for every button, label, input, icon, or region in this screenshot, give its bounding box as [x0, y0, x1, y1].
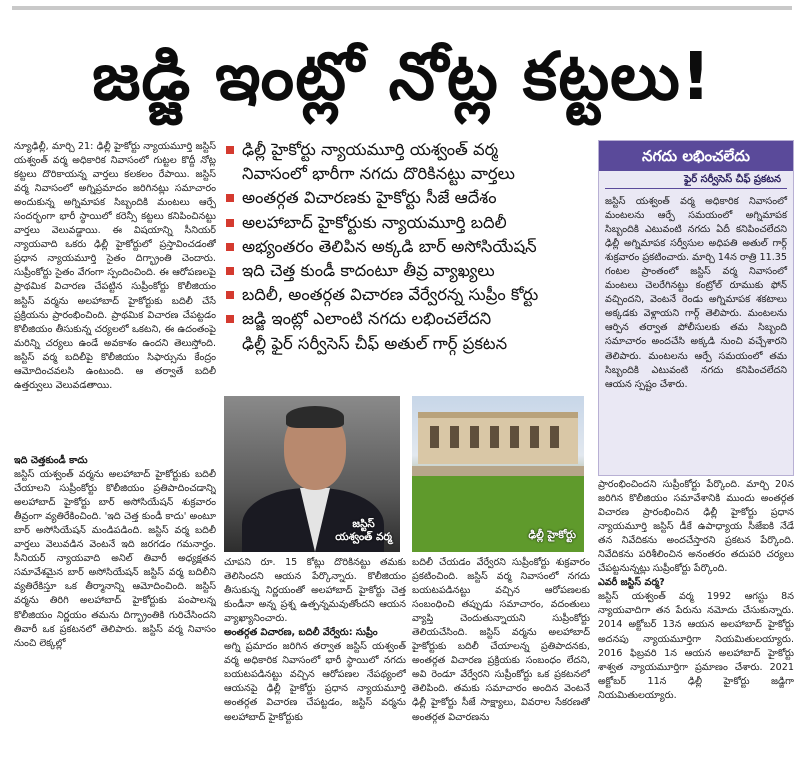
column-4-paragraph-2: జస్టిస్ యశ్వంత్ వర్మ 1992 ఆగస్టు 8న న్యాయవాదిగా తన పేరును నమోదు చేసుకున్నారు. 2014 అక్టోబర్ 13న ఆయన అలహాబాద్ హైకోర్టు అదనపు న్యాయమూర్తిగా నియమితులయ్యారు. 2016 ఫిబ్రవరి 1న ఆయన అలహాబాద్ హైకోర్టు శాశ్వత న్యాయమూర్తిగా ప్రమాణం చేశారు. 2021 అక్టోబర్ 11న ఢిల్లీ హైకోర్టు జడ్జిగా నియమితులయ్యారు. — [598, 591, 794, 701]
headline: జడ్జి ఇంట్లో నోట్ల కట్టలు! — [92, 38, 712, 115]
sidebar-title: నగదు లభించలేదు — [599, 141, 793, 171]
highlight-item — [224, 307, 584, 331]
photo-window-shape — [550, 426, 559, 448]
highlight-text: అభ్యంతరం తెలిపిన అక్కడి బార్ అసోసియేషన్ — [242, 236, 537, 256]
column-2-paragraph-2: అగ్ని ప్రమాదం జరిగిన తర్వాత జస్టిస్ యశ్వంత్ వర్మ అధికారిక నివాసంలో భారీ స్థాయిలో నగదు బయటపడినట్టు వచ్చిన ఆరోపణల నేపథ్యంలో ఆయనపై ఢిల్లీ హైకోర్టు ప్రధాన న్యాయమూర్తి అంతర్గత విచారణ చేపట్టడం, జస్టిస్ వర్మను అలహాబాద్ హైకోర్టుకు — [224, 641, 406, 723]
photo-window-shape — [490, 426, 499, 448]
column-1 — [14, 140, 216, 756]
sidebar-body — [599, 189, 793, 475]
judge-photo-caption-line1: జస్టిస్ — [352, 518, 375, 530]
column-4 — [598, 478, 794, 756]
column-1-subhead: ఇది చెత్తకుండీ కాదు — [14, 455, 88, 466]
sidebar-subtitle: ఫైర్ సర్వీసెస్ చీఫ్ ప్రకటన — [605, 171, 787, 189]
highlight-text: బదిలీ, అంతర్గత విచారణ వేర్వేరన్న సుప్రీం కోర్టు — [242, 285, 539, 305]
bullet-square-icon — [226, 194, 234, 202]
bullet-square-icon — [226, 267, 234, 275]
highlight-item-continuation — [224, 332, 584, 356]
column-3-paragraph-1: బదిలీ చేయడం వేర్వేరని సుప్రీంకోర్టు శుక్రవారం ప్రకటించింది. జస్టిస్ వర్మ నివాసంలో నగదు బయటపడినట్టు వచ్చిన ఆరోపణలకు సంబంధించి తప్పుడు సమాచారం, వదంతులు వ్యాప్తి చెందుతున్నాయని సుప్రీంకోర్టు తెలియచేసింది. జస్టిస్ వర్మను అలహాబాద్ హైకోర్టుకు బదిలీ చేయాలన్న ప్రతిపాదనకు, అంతర్గత విచారణ ప్రక్రియకు సంబంధం లేదని, అవి రెండూ వేర్వేరని సుప్రీంకోర్టు ఒక ప్రకటనలో తెలిపింది. తమకు సమాచారం అందిన వెంటనే ఢిల్లీ హైకోర్టు సీజే సాక్ష్యాలు, వివరాల సేకరణతో అంతర్గత విచారణను — [412, 557, 590, 723]
photo-path-shape — [412, 466, 584, 476]
photo-window-shape — [450, 426, 459, 448]
highlight-item — [224, 186, 584, 210]
photo-window-shape — [530, 426, 539, 448]
column-2-subhead: అంతర్గత విచారణ, బదిలీ వేర్వేరు: సుప్రీం — [224, 627, 378, 639]
highlight-item — [224, 211, 584, 235]
highlight-item — [224, 259, 584, 283]
sidebar-box — [598, 140, 794, 476]
column-4-subhead: ఎవరీ జస్టిస్ వర్మ? — [598, 577, 665, 589]
highlight-text: అంతర్గత విచారణకు హైకోర్టు సీజే ఆదేశం — [242, 188, 497, 208]
highlight-item — [224, 138, 584, 162]
column-2 — [224, 556, 406, 756]
photo-window-shape — [430, 426, 439, 448]
highlight-item — [224, 235, 584, 259]
highlight-item-continuation — [224, 162, 584, 186]
photo-window-shape — [510, 426, 519, 448]
column-1-paragraph-2: జస్టిస్ యశ్వంత్ వర్మను అలహాబాద్ హైకోర్టుకు బదిలీ చేయాలని సుప్రీంకోర్టు కొలీజియం ప్రతిపాదించడాన్ని అలహాబాద్ హైకోర్టు బార్ అసోసియేషన్ శుక్రవారం తీవ్రంగా వ్యతిరేకించింది. 'ఇది చెత్త కుండీ కాదు' అంటూ బార్ అసోసియేషన్ మండిపడింది. జస్టిస్ వర్మ బదిలీ వార్తలు వెలువడిన వెంటనే ఇది జరగడం గమనార్హం. సీనియర్ న్యాయవాది అనిల్ తివారీ అధ్యక్షతన సమావేశమైన బార్ అసోసియేషన్ జస్టిస్ వర్మ బదిలీని వ్యతిరేకిస్తూ ఒక తీర్మానాన్ని ఆమోదించింది. జస్టిస్ వర్మను తిరిగి అలహాబాద్ హైకోర్టుకు పంపాలన్న కొలీజియం నిర్ణయం తమను దిగ్భ్రాంతికి గురిచేసిందని తివారీ ఒక ప్రకటనలో తెలిపారు. జస్టిస్ వర్మ నివాసం నుంచి లెక్కల్లో — [14, 469, 216, 649]
top-rule — [12, 6, 792, 10]
bullet-square-icon — [226, 243, 234, 251]
bullet-square-icon — [226, 219, 234, 227]
bullet-square-icon — [226, 146, 234, 154]
sidebar-paragraph: జస్టిస్ యశ్వంత్ వర్మ అధికారిక నివాసంలో మంటలను ఆర్పే సమయంలో అగ్నిమాపక సిబ్బందికి ఎటువంటి నగదు ఏదీ కనిపించలేదని ఢిల్లీ అగ్నిమాపక సర్వీసుల అధిపతి అతుల్ గార్గ్ శుక్రవారం ప్రకటించారు. మార్చి 14న రాత్రి 11.35 గంటల ప్రాంతంలో జస్టిస్ వర్మ నివాసంలో మంటలు చెలరేగినట్టు కంట్రోల్ రూముకు ఫోన్ వచ్చిందని, వెంటనే రెండు అగ్నిమాపక శకటాలు అక్కడకు వెళ్లాయని గార్గ్ తెలిపారు. మంటలను ఆర్పిన తర్వాత పోలీసులకు తమ సిబ్బంది సమాచారం అందచేసి అక్కడి నుంచి వచ్చేశారని తెలిపారు. మంటలను ఆర్పే సమయంలో తమ సిబ్బందికి ఎటువంటి నగదు కనిపించలేదని ఆయన స్పష్టం చేశారు. — [605, 196, 787, 390]
highlight-text: జడ్జి ఇంట్లో ఎలాంటి నగదు లభించలేదని — [242, 309, 492, 329]
photo-hair-shape — [286, 406, 344, 428]
column-1-paragraph-1: న్యూఢిల్లీ, మార్చి 21: ఢిల్లీ హైకోర్టు న్యాయమూర్తి జస్టిస్ యశ్వంత్ వర్మ అధికారిక నివాసంలో గుట్టల కొద్దీ నోట్ల కట్టలు దొరికాయన్న వార్తలు కలకలం రేపాయి. జస్టిస్ వర్మ నివాసంలో అగ్నిప్రమాదం జరిగినట్లు సమాచారం అందుకున్న అగ్నిమాపక సిబ్బందికి మంటలు ఆర్పే సందర్భంగా భారీ స్థాయిలో కరెన్సీ కట్టలు కనిపించినట్టు వార్తలు వెలువడ్డాయి. ఈ విషయాన్ని సీనియర్ న్యాయవాది ఒకరు ఢిల్లీ హైకోర్టులో ప్రస్తావించడంతో ప్రధాన న్యాయమూర్తి సైతం దిగ్భ్రాంతి చెందారు. సుప్రీంకోర్టు సైతం వేగంగా స్పందించింది. ఈ ఆరోపణలపై ప్రాథమిక విచారణ చేపట్టిన సుప్రీంకోర్టు కొలీజియం జస్టిస్ వర్మను అలహాబాద్ హైకోర్టుకు బదిలీ చేసే ప్రక్రియను ప్రారంభించింది. ప్రాథమిక విచారణ చేపట్టడం కొలీజియం తీసుకున్న చర్యలలో ఒకటని, ఈ ఉదంతంపై మరిన్ని చర్యలు ఉండే అవకాశం ఉందని తెలుస్తోంది. జస్టిస్ వర్మ బదిలీపై కొలీజియం సిఫార్సును కేంద్రం ఆమోదించవలసి ఉంటుంది. ఆ తర్వాతే బదిలీ ఉత్తర్వులు వెలువడతాయి. — [14, 141, 216, 391]
column-3 — [412, 556, 590, 756]
column-2-paragraph-1: చూపని రూ. 15 కోట్లు దొరికినట్టు తమకు తెలిసిందని ఆయన పేర్కొన్నారు. కొలీజియం తీసుకున్న నిర్ణయంతో అలహాబాద్ హైకోర్టు చెత్త కుండీనా అన్న ప్రశ్న ఉత్పన్నమవుతోందని ఆయన వ్యాఖ్యానించారు. — [224, 557, 406, 625]
highlight-text: ఢిల్లీ ఫైర్ సర్వీసెస్ చీఫ్ అతుల్ గార్గ్ ప్రకటన — [242, 333, 508, 353]
court-building-photo — [412, 396, 584, 552]
highlights-list — [224, 138, 584, 386]
judge-photo-caption-line2: యశ్వంత్ వర్మ — [335, 531, 392, 543]
bullet-square-icon — [226, 291, 234, 299]
bullet-square-icon — [226, 315, 234, 323]
column-4-paragraph-1: ప్రారంభించిందని సుప్రీంకోర్టు పేర్కొంది. మార్చి 20న జరిగిన కొలీజియం సమావేశానికి ముందు అంతర్గత విచారణ ప్రారంభించిన ఢిల్లీ హైకోర్టు ప్రధాన న్యాయమూర్తి జస్టిస్ డీకే ఉపాధ్యాయ సీజేఐకి నేడే తన నివేదికను అందచేస్తారని ప్రకటన పేర్కొంది. నివేదికను పరిశీలించిన అనంతరం తదుపరి చర్యలు చేపట్టనున్నట్లు సుప్రీంకోర్టు పేర్కొంది. — [598, 479, 794, 575]
highlight-text: ఢిల్లీ హైకోర్టు న్యాయమూర్తి యశ్వంత్ వర్మ — [242, 140, 498, 159]
highlight-text: ఇది చెత్త కుండీ కాదంటూ తీవ్ర వ్యాఖ్యలు — [242, 261, 495, 281]
highlight-text: నివాసంలో భారీగా నగదు దొరికినట్టు వార్తలు — [242, 164, 515, 184]
highlight-item — [224, 283, 584, 307]
judge-photo-caption — [335, 518, 392, 544]
judge-photo — [224, 396, 400, 552]
court-photo-caption: ఢిల్లీ హైకోర్టు — [528, 529, 576, 541]
photo-window-shape — [470, 426, 479, 448]
highlight-text: అలహాబాద్ హైకోర్టుకు న్యాయమూర్తి బదిలీ — [242, 212, 507, 232]
